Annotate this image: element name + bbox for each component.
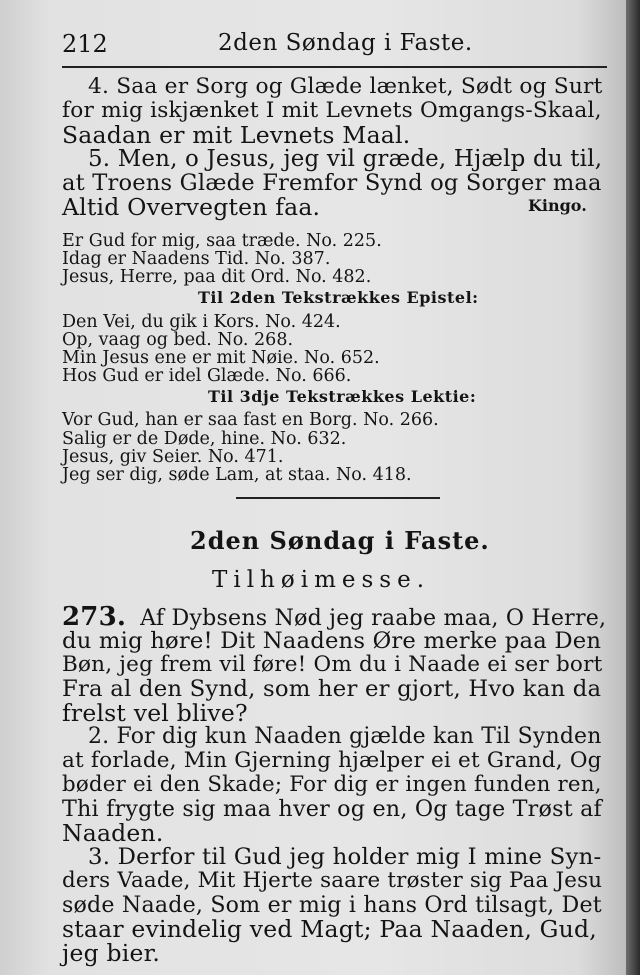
heading-epistle: Til 2den Tekstrækkes Epistel: xyxy=(198,288,479,307)
hymn-line: 3. Derfor til Gud jeg holder mig I mine Syn- xyxy=(88,844,602,870)
hymn-list-item: Min Jesus ene er mit Nøie. No. 652. xyxy=(62,348,380,368)
hymn-line: Thi frygte sig maa hver og en, Og tage Trøst af xyxy=(62,796,602,822)
hymn-line: 2. For dig kun Naaden gjælde kan Til Synden xyxy=(88,724,602,749)
hymn-list-item: Salig er de Døde, hine. No. 632. xyxy=(62,429,347,449)
heading-lesson: Til 3dje Tekstrækkes Lektie: xyxy=(208,387,477,406)
hymn-list-item: Vor Gud, han er saa fast en Borg. No. 266. xyxy=(62,410,439,430)
hymn-list-item: Hos Gud er idel Glæde. No. 666. xyxy=(62,366,352,386)
section-subtitle: Tilhøimesse. xyxy=(212,567,431,593)
hymn-line: Naaden. xyxy=(62,819,164,847)
verse-line: Altid Overvegten faa. xyxy=(62,193,321,221)
hymn-list-item: Idag er Naadens Tid. No. 387. xyxy=(62,249,331,269)
page-header xyxy=(62,30,607,64)
hymn-list-item: Jeg ser dig, søde Lam, at staa. No. 418. xyxy=(62,465,412,485)
hymn-number: 273. xyxy=(62,602,127,632)
hymn-line: Bøn, jeg frem vil føre! Om du i Naade ei ser bort xyxy=(62,652,603,677)
verse-line: for mig iskjænket I mit Levnets Omgangs-Skaal, xyxy=(62,98,602,123)
hymn-line: staar evindelig ved Magt; Paa Naaden, Gud, xyxy=(62,915,597,943)
page-number: 212 xyxy=(62,30,108,58)
hymn-line: du mig høre! Dit Naadens Øre merke paa Den xyxy=(62,628,602,654)
hymn-line: jeg bier. xyxy=(62,939,161,967)
hymn-line: frelst vel blive? xyxy=(62,699,248,727)
hymn-line: Fra al den Synd, som her er gjort, Hvo kan da xyxy=(62,676,602,702)
hymn-list-item: Den Vei, du gik i Kors. No. 424. xyxy=(62,312,341,332)
hymn-list-item: Er Gud for mig, saa træde. No. 225. xyxy=(62,231,382,251)
verse-line: Saadan er mit Levnets Maal. xyxy=(62,121,411,149)
page-edge-shadow xyxy=(626,0,640,975)
header-rule xyxy=(62,66,607,68)
hymn-line: søde Naade, Som er mig i hans Ord tilsagt, Det xyxy=(62,892,602,918)
hymn-list-item: Jesus, giv Seier. No. 471. xyxy=(62,447,284,467)
running-head: 2den Søndag i Faste. xyxy=(218,30,473,56)
hymn-line: ders Vaade, Mit Hjerte saare trøster sig Paa Jesu xyxy=(62,868,603,893)
verse-line: 5. Men, o Jesus, jeg vil græde, Hjælp du til, xyxy=(88,146,603,172)
hymn-list-item: Op, vaag og bed. No. 268. xyxy=(62,330,294,350)
author-name: Kingo. xyxy=(528,196,587,215)
section-rule xyxy=(236,497,440,499)
hymn-first-line xyxy=(62,604,606,630)
hymn-line: at forlade, Min Gjerning hjælper ei et Grand, Og xyxy=(62,748,602,773)
hymn-line: bøder ei den Skade; For dig er ingen funden ren, xyxy=(62,772,602,797)
hymn-list-item: Jesus, Herre, paa dit Ord. No. 482. xyxy=(62,267,372,287)
hymn-first-line-text: Af Dybsens Nød jeg raabe maa, O Herre, xyxy=(140,605,607,631)
section-title: 2den Søndag i Faste. xyxy=(190,526,490,555)
verse-line: at Troens Glæde Fremfor Synd og Sorger maa xyxy=(62,170,602,196)
verse-line: 4. Saa er Sorg og Glæde lænket, Sødt og Surt xyxy=(88,74,603,99)
